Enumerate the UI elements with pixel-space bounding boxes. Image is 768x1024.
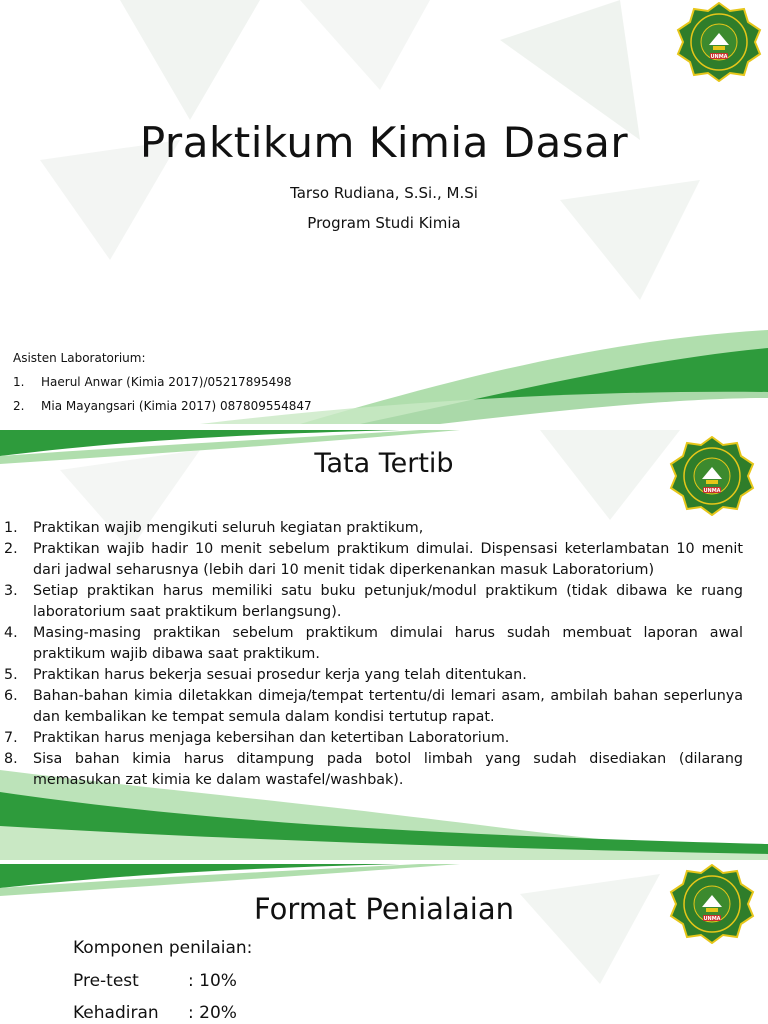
item-number: 2.	[4, 541, 18, 557]
component-row	[73, 1003, 237, 1023]
list-item	[0, 665, 743, 686]
assistant-item	[13, 399, 312, 413]
assistant-number: 1.	[13, 375, 25, 389]
component-value: : 20%	[188, 1003, 237, 1023]
list-item	[0, 518, 743, 539]
item-text: Praktikan wajib mengikuti seluruh kegiatan praktikum,	[33, 520, 424, 536]
item-text: Praktikan harus menjaga kebersihan dan ketertiban Laboratorium.	[33, 730, 510, 746]
component-value: : 10%	[188, 971, 237, 991]
item-text: Masing-masing praktikan sebelum praktikum dimulai harus sudah membuat laporan awal praktikum wajib dibawa saat praktikum.	[33, 625, 743, 662]
section-title: Format Penialaian	[254, 892, 514, 926]
component-row	[73, 971, 237, 991]
assistants-label: Asisten Laboratorium:	[13, 351, 146, 365]
item-number: 6.	[4, 688, 18, 704]
section-title: Tata Tertib	[314, 448, 454, 479]
item-number: 3.	[4, 583, 18, 599]
list-item	[0, 539, 743, 581]
list-item	[0, 581, 743, 623]
list-item	[0, 623, 743, 665]
components-label: Komponen penilaian:	[73, 938, 253, 958]
assistant-text: Haerul Anwar (Kimia 2017)/05217895498	[41, 375, 292, 389]
item-number: 7.	[4, 730, 18, 746]
assistant-item	[13, 375, 292, 389]
list-item	[0, 749, 743, 791]
lecturer-name: Tarso Rudiana, S.Si., M.Si	[290, 184, 478, 202]
component-label: Kehadiran	[73, 1003, 159, 1023]
list-item	[0, 686, 743, 728]
item-text: Praktikan wajib hadir 10 menit sebelum praktikum dimulai. Dispensasi keterlambatan 10 menit dari jadwal seharusnya (lebih dari 10 menit tidak diperkenankan masuk Laboratorium)	[33, 541, 743, 578]
list-item	[0, 728, 743, 749]
item-text: Praktikan harus bekerja sesuai prosedur kerja yang telah ditentukan.	[33, 667, 527, 683]
university-logo	[675, 2, 763, 82]
rules-list	[0, 518, 743, 791]
page-title: Praktikum Kimia Dasar	[139, 118, 629, 167]
item-number: 1.	[4, 520, 18, 536]
assistant-number: 2.	[13, 399, 25, 413]
item-number: 5.	[4, 667, 18, 683]
component-label: Pre-test	[73, 971, 139, 991]
item-text: Setiap praktikan harus memiliki satu buku petunjuk/modul praktikum (tidak dibawa ke ruang laboratorium saat praktikum berlangsung).	[33, 583, 743, 620]
assistant-text: Mia Mayangsari (Kimia 2017) 087809554847	[41, 399, 312, 413]
program-name: Program Studi Kimia	[307, 214, 461, 232]
item-number: 4.	[4, 625, 18, 641]
item-text: Bahan-bahan kimia diletakkan dimeja/tempat tertentu/di lemari asam, ambilah bahan seperlunya dan kembalikan ke tempat semula dalam kondisi tertutup rapat.	[33, 688, 743, 725]
title-slide	[0, 0, 768, 424]
item-number: 8.	[4, 751, 18, 767]
assessment-slide	[0, 864, 768, 1024]
item-text: Sisa bahan kimia harus ditampung pada botol limbah yang sudah disediakan (dilarang memasukan zat kimia ke dalam wastafel/washbak).	[33, 751, 743, 788]
